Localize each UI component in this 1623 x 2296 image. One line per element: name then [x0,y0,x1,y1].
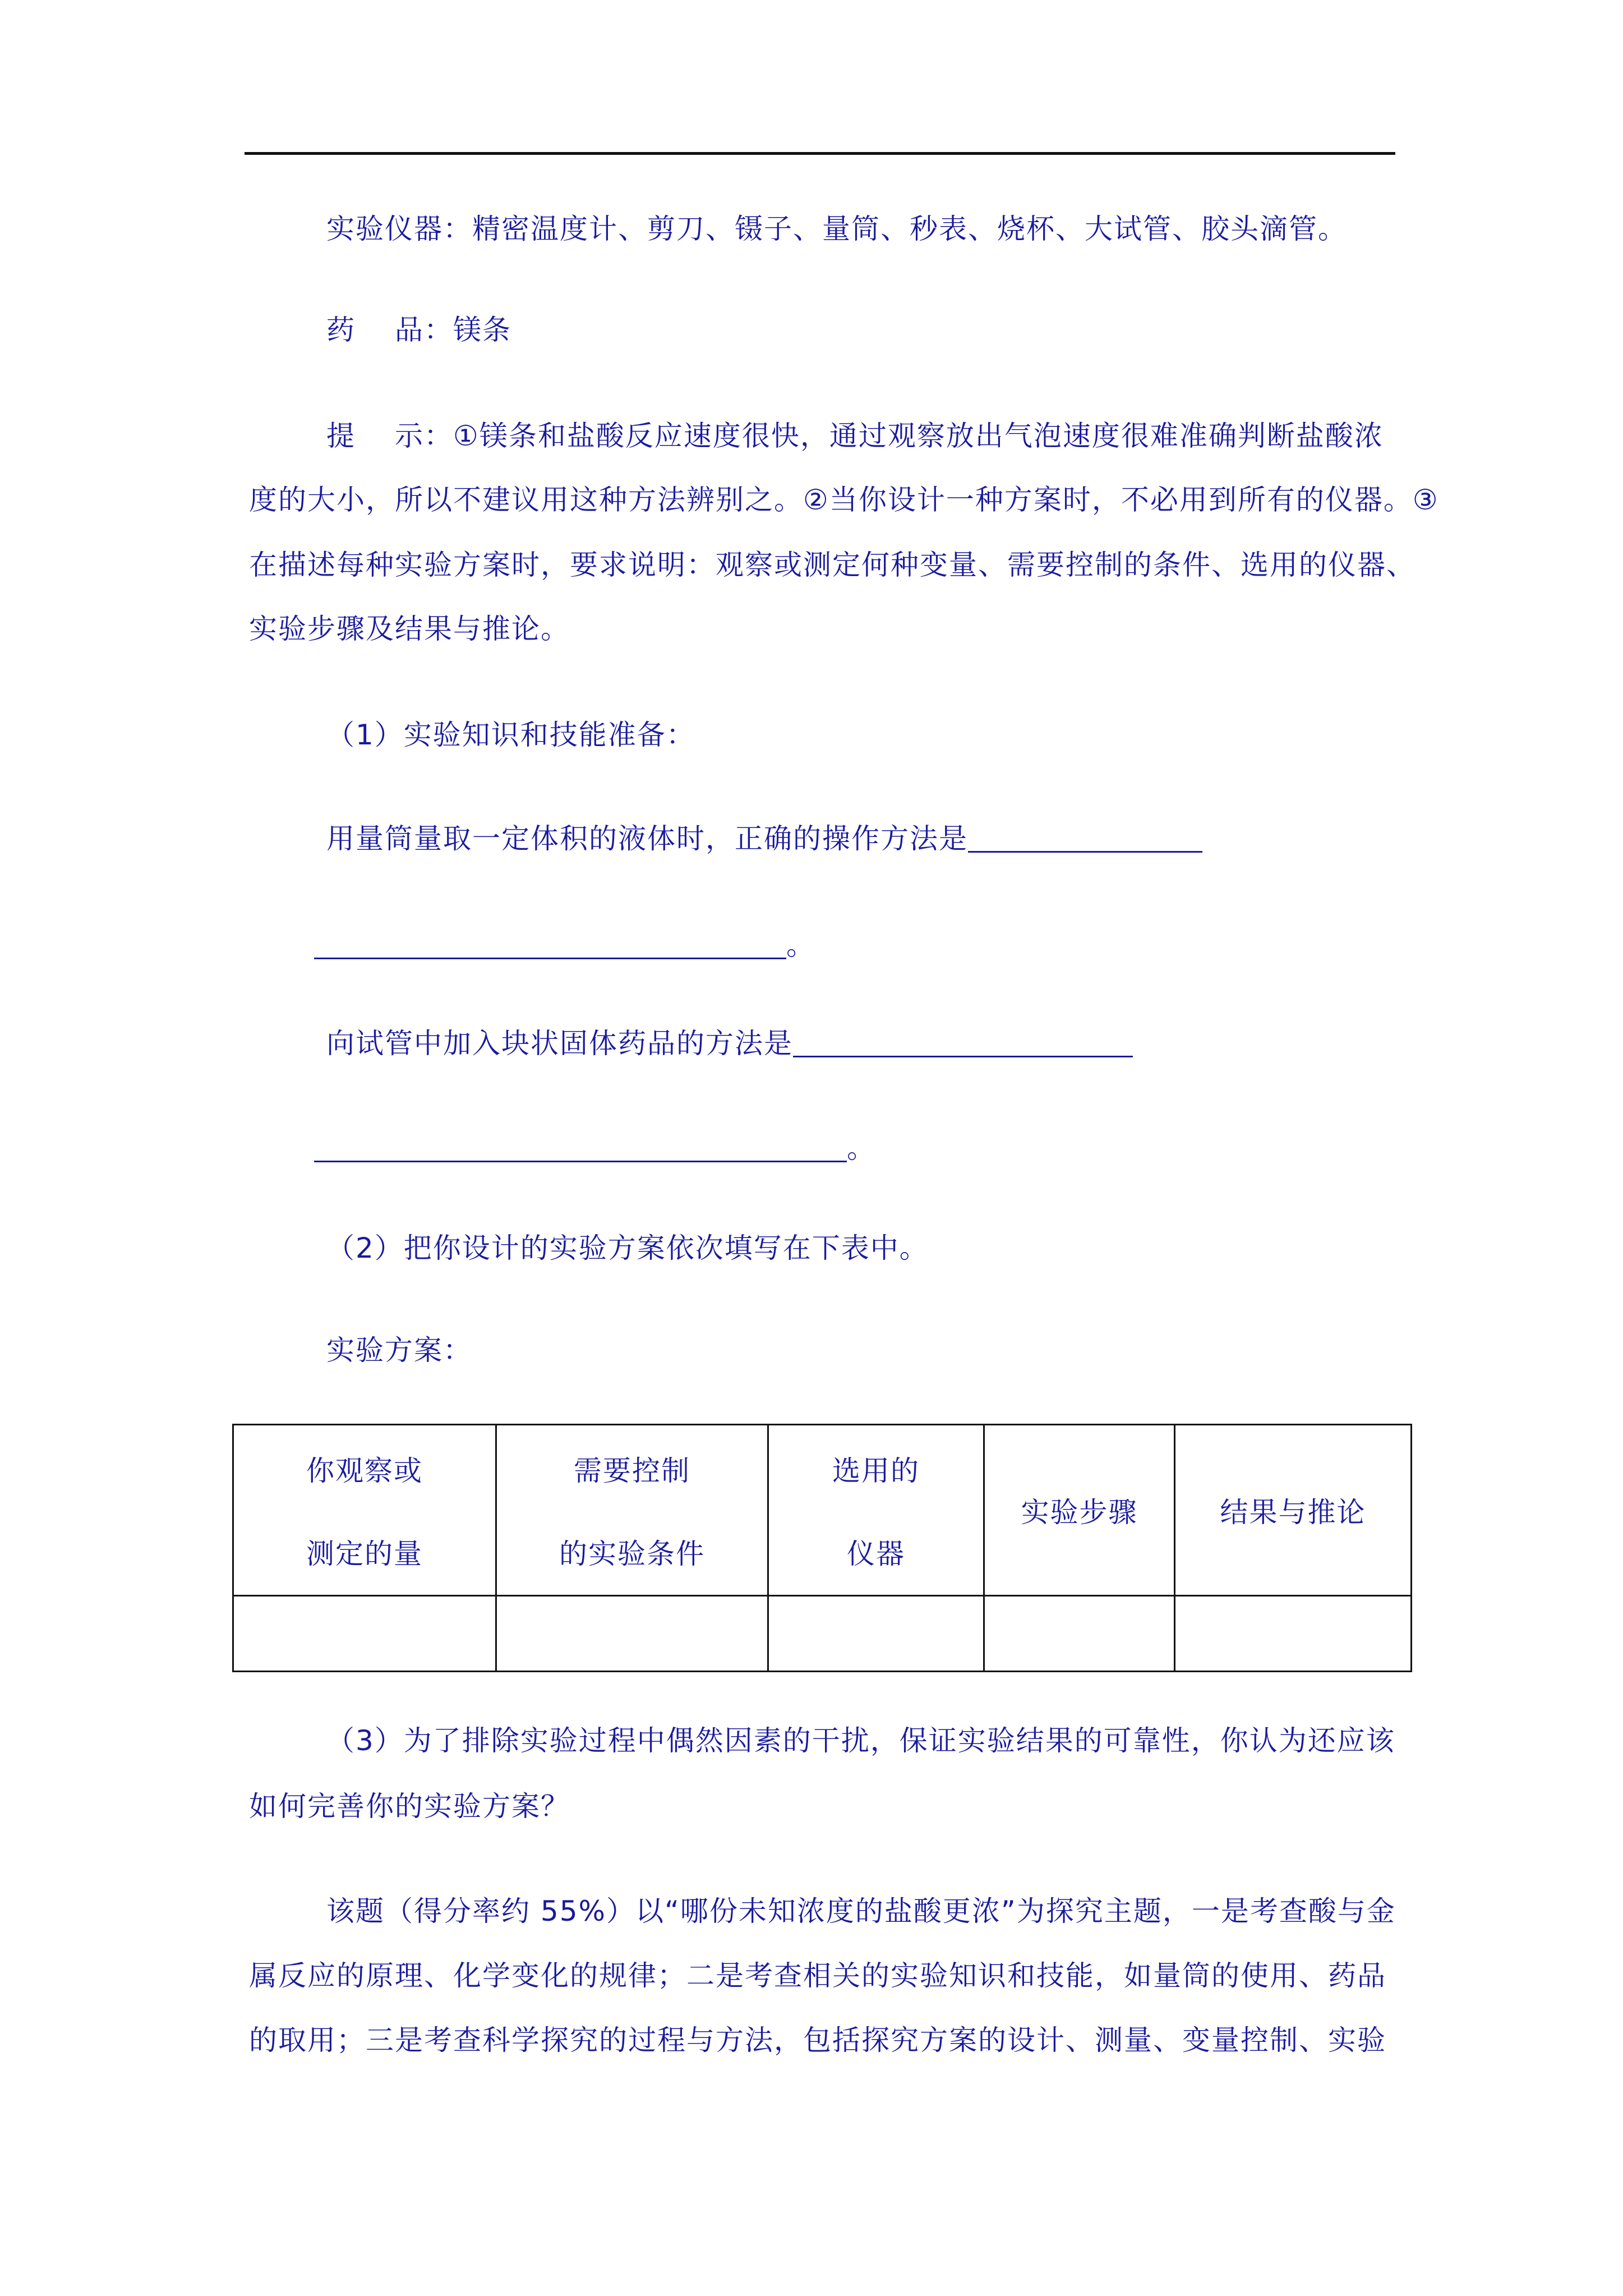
question-3-line-1: （3）为了排除实验过程中偶然因素的干扰，保证实验结果的可靠性，你认为还应该 [326,1724,1395,1757]
tip-line-2: 度的大小，所以不建议用这种方法辨别之。②当你设计一种方案时，不必用到所有的仪器。③ [249,484,1439,516]
answer-blank-1a-part1[interactable] [968,822,1202,853]
header-text: 选用的 [832,1455,920,1487]
experiment-scheme-table [232,1424,1412,1672]
question-1-heading: （1）实验知识和技能准备： [326,719,695,751]
period: 。 [786,929,815,961]
reagent-line [326,316,511,344]
tip-line-4: 实验步骤及结果与推论。 [249,613,570,645]
table-cell[interactable] [984,1596,1175,1672]
answer-blank-1a-part2[interactable] [314,928,786,959]
reagent-label-part-b: 品：镁条 [395,314,511,346]
header-text: 测定的量 [306,1538,423,1570]
question-2-heading: （2）把你设计的实验方案依次填写在下表中。 [326,1232,929,1264]
period: 。 [847,1132,876,1165]
header-text: 的实验条件 [559,1538,705,1570]
analysis-line-2: 属反应的原理、化学变化的规律；二是考查相关的实验知识和技能，如量筒的使用、药品 [249,1959,1386,1992]
header-observed-quantity [233,1425,496,1596]
table-cell[interactable] [768,1596,984,1672]
question-1b [326,1027,1133,1060]
question-1b-continuation [314,1131,876,1165]
answer-blank-1b-part2[interactable] [314,1131,847,1162]
analysis-line-3: 的取用；三是考查科学探究的过程与方法，包括探究方案的设计、测量、变量控制、实验 [249,2024,1386,2056]
header-text: 需要控制 [574,1455,690,1487]
header-text: 仪器 [847,1538,905,1570]
question-1a-continuation [314,928,815,959]
table-cell[interactable] [1175,1596,1412,1672]
tip-line-1 [326,422,1384,450]
question-1b-text: 向试管中加入块状固体药品的方法是 [326,1027,793,1060]
header-rule [245,152,1395,155]
tip-text: 示：①镁条和盐酸反应速度很快，通过观察放出气泡速度很难准确判断盐酸浓 [395,420,1384,452]
table-header-row [233,1425,1412,1596]
question-3-line-2: 如何完善你的实验方案？ [249,1790,570,1823]
table-row [233,1596,1412,1672]
reagent-label-part-a: 药 [326,314,356,346]
question-1a-text: 用量筒量取一定体积的液体时，正确的操作方法是 [326,822,968,855]
tip-label: 提 [326,420,356,452]
tip-line-3: 在描述每种实验方案时，要求说明：观察或测定何种变量、需要控制的条件、选用的仪器、 [249,549,1415,581]
header-instruments [768,1425,984,1596]
header-steps: 实验步骤 [984,1425,1175,1596]
table-cell[interactable] [233,1596,496,1672]
instruments-line: 实验仪器：精密温度计、剪刀、镊子、量筒、秒表、烧杯、大试管、胶头滴管。 [326,213,1347,245]
scheme-label: 实验方案： [326,1334,472,1366]
header-controlled-conditions [496,1425,768,1596]
answer-blank-1b-part1[interactable] [793,1027,1133,1057]
table-cell[interactable] [496,1596,768,1672]
header-results: 结果与推论 [1175,1425,1412,1596]
analysis-line-1: 该题（得分率约 55%）以“哪份未知浓度的盐酸更浓”为探究主题，一是考查酸与金 [326,1895,1396,1927]
header-text: 你观察或 [306,1455,423,1487]
question-1a [326,822,1202,853]
